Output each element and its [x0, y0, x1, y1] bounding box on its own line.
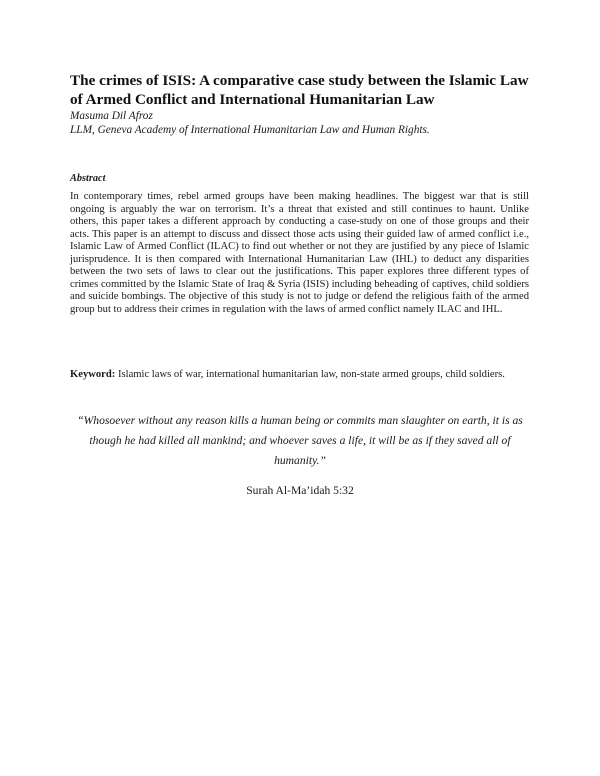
epigraph-source: Surah Al-Ma’idah 5:32: [246, 484, 354, 497]
abstract-text: In contemporary times, rebel armed groups have been making headlines. The biggest war that is still ongoing is arguably the war on terrorism. It’s a threat that existed and still continues to haunt. Unlike others, this paper takes a different approach by conducting a case-study on one of those groups and their acts. This paper is an attempt to discuss and dissect those acts using their guided law of armed conflict i.e., Islamic Law of Armed Conflict (ILAC) to find out whether or not they are justified by any piece of Islamic jurisprudence. It is then compared with International Humanitarian Law (IHL) to deduct any disparities between the two sets of laws to clear out the justifications. This paper explores three different types of crimes committed by the Islamic State of Iraq & Syria (ISIS) including beheading of captives, child soldiers and suicide bombings. The objective of this study is not to judge or defend the religious faith of the armed group but to address their crimes in regulation with the laws of armed conflict namely ILAC and IHL.: [70, 191, 529, 315]
keywords: [70, 368, 540, 381]
abstract-heading: Abstract: [70, 173, 106, 184]
paper-title: The crimes of ISIS: A comparative case study between the Islamic Law of Armed Conflict and International Humanitarian Law: [70, 72, 529, 108]
author-affiliation: LLM, Geneva Academy of International Humanitarian Law and Human Rights.: [70, 124, 430, 136]
keyword-text: Islamic laws of war, international humanitarian law, non-state armed groups, child soldiers.: [117, 369, 505, 380]
author-name: Masuma Dil Afroz: [70, 110, 153, 122]
epigraph-quote: “Whosoever without any reason kills a human being or commits man slaughter on earth, it is as though he had killed all mankind; and whoever saves a life, it will be as if they saved all of humanity.”: [77, 414, 523, 467]
keyword-label: Keyword:: [70, 369, 116, 380]
